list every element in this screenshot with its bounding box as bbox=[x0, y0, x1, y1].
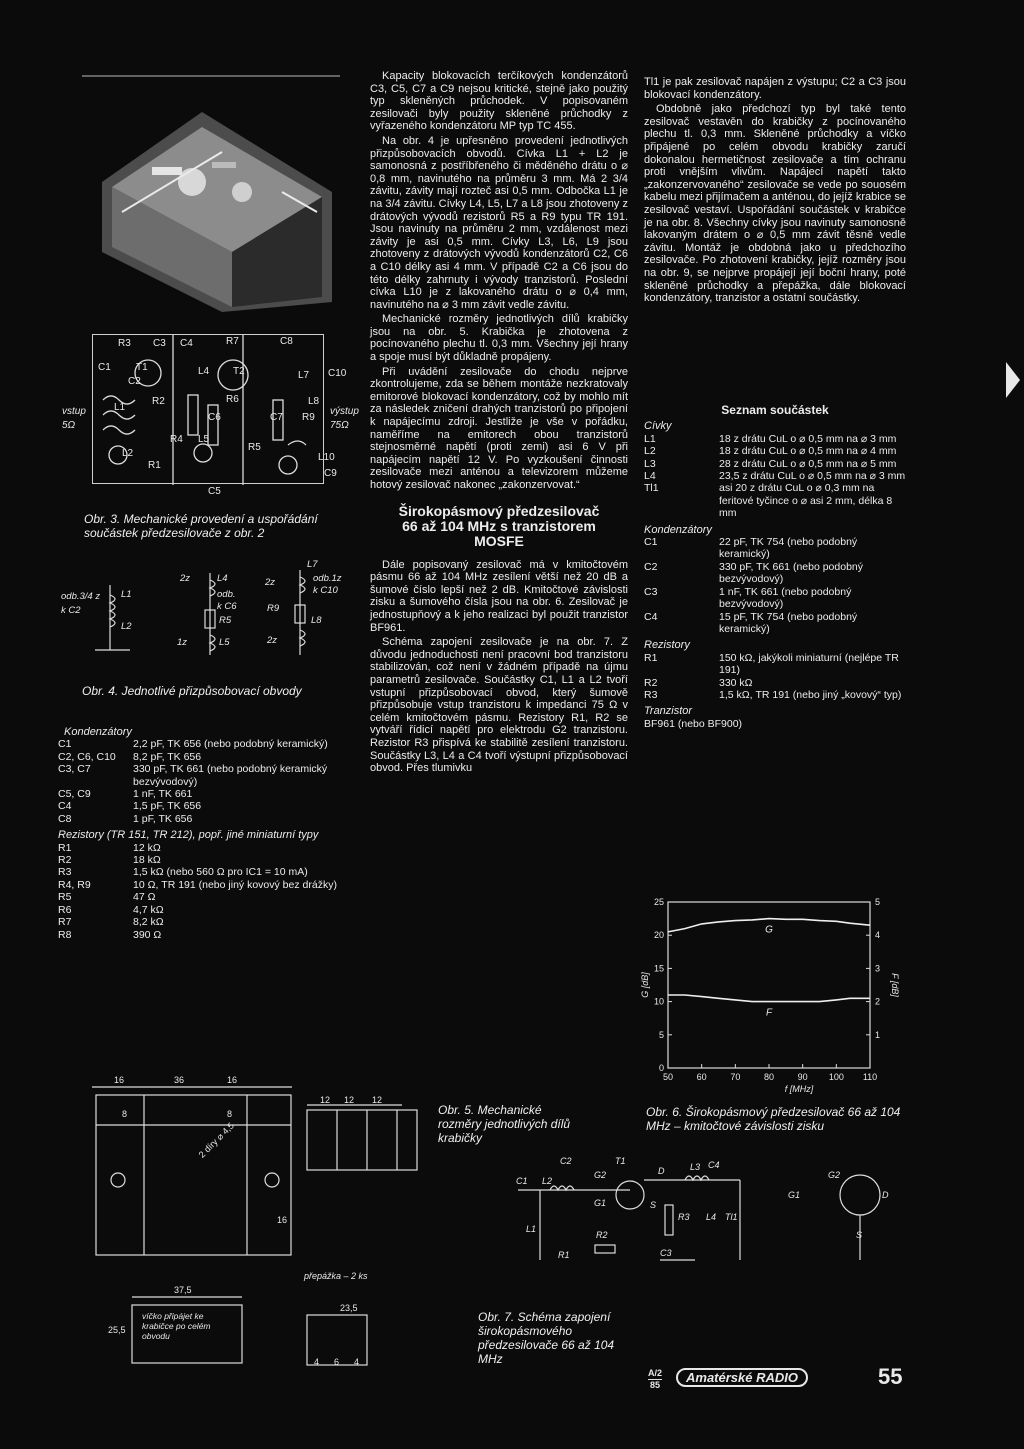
fig3-label: R2 bbox=[152, 396, 165, 407]
fig7-label: C2 bbox=[560, 1156, 572, 1166]
part-value: 22 pF, TK 754 (nebo podobný keramický) bbox=[719, 536, 858, 561]
fig4-label: L2 bbox=[121, 621, 132, 632]
fig4-label: 2z bbox=[180, 573, 191, 584]
box-dimensions-drawing bbox=[82, 1075, 442, 1375]
y-left-tick-label: 15 bbox=[653, 963, 664, 974]
fig3-label: C10 bbox=[328, 368, 347, 379]
article-heading: Širokopásmový předzesilovač 66 až 104 MHz s tranzistorem MOSFE bbox=[398, 502, 600, 549]
paragraph: Při uvádění zesilovače do chodu nejprve zkontrolujeme, zda se během montáže nezkratovaly emitorové blokovací kondenzátory, což by mohlo mít za následek zničení drahých tranzistorů po připojení k napájecímu zdroji. Jestliže je vše v pořádku, naměříme na emitorech obou tranzistorů stejnosměrné napětí (proti zemi) asi 6 V při napájecím napětí 12 V. Po vyzkoušení činnosti zesilovače mezi anténou a televizorem můžeme hotový zesilovač nakonec „zakonzervovat.“ bbox=[370, 365, 628, 491]
part-row bbox=[644, 561, 906, 586]
part-row bbox=[58, 866, 358, 878]
paragraph: Mechanické rozměry jednotlivých dílů krabičky jsou na obr. 5. Krabička je zhotovena z pocínovaného plechu tl. 0,3 mm. Všechny její hrany a spoje musí být důkladně propájeny. bbox=[370, 313, 628, 364]
fig4-label: 2z bbox=[267, 635, 278, 646]
part-value: asi 20 z drátu CuL o ⌀ 0,3 mm na feritové tyčince o ⌀ asi 2 mm, délka 8 mm bbox=[719, 482, 893, 520]
fig7-label: D bbox=[882, 1190, 889, 1200]
fig4-label: 1z bbox=[177, 637, 188, 648]
section-title-resistors: Rezistory bbox=[644, 639, 690, 652]
part-row bbox=[58, 842, 358, 854]
paragraph: Schéma zapojení zesilovače je na obr. 7. Z důvodu jednoduchosti není pracovní bod tranzistoru stabilizován, což není v žádném případě na újmu parametrů zesilovače. Součástky C1, L1 a L2 tvoří vstupní přizpůsobovací obvod, který šumově přizpůsobuje vstup tranzistoru k impedanci 75 Ω v celém kmitočtovém pásmu. Rezistory R1, R2 se vytváří řídicí napětí pro elektrodu G2 tranzistoru. Rezistor R3 přispívá ke stabilitě zesílení tranzistoru. Součástky L3, L4 a C4 tvoří výstupní přizpůsobovací obvod. Přes tlumivku bbox=[370, 636, 628, 775]
part-row bbox=[58, 751, 358, 763]
part-designator: C2, C6, C10 bbox=[58, 750, 116, 763]
parts-list-left bbox=[58, 722, 358, 941]
paragraph: Dále popisovaný zesilovač má v kmitočtovém pásmu 66 až 104 MHz zesílení větší než 20 dB a šumové číslo lepší než 2 dB. Kmitočtové závislosti zisku a šumového čísla jsou na obr. 6. Zesilovač je jednostupňový a k jeho realizaci byl použit tranzistor BF961. bbox=[370, 558, 628, 634]
paragraph: Kapacity blokovacích terčíkových kondenzátorů C3, C5, C7 a C9 nejsou kritické, stejně jako použitý typ skleněných průchodek. V popisovaném zesilovači byly použity skleněné průchodky z vyřazeného kondenzátoru MP typ TC 455. bbox=[370, 70, 628, 133]
fig3-label: C5 bbox=[208, 486, 221, 497]
part-row bbox=[58, 916, 358, 928]
fig3-label: R7 bbox=[226, 336, 239, 347]
part-value: 12 kΩ bbox=[133, 841, 161, 854]
part-value: 150 kΩ, jakýkoli miniaturní (nejlépe TR 191) bbox=[719, 651, 899, 677]
fig5-label: 16 bbox=[277, 1215, 288, 1225]
fig3-label: L2 bbox=[122, 448, 134, 459]
fig7-label: L2 bbox=[542, 1176, 553, 1186]
figure-6-chart bbox=[638, 890, 900, 1095]
fig7-label: S bbox=[856, 1230, 863, 1240]
part-row bbox=[644, 689, 906, 701]
fig3-label: L7 bbox=[298, 370, 310, 381]
fig3-label: L10 bbox=[318, 452, 335, 463]
part-value: 330 pF, TK 661 (nebo podobný bezvývodový) bbox=[719, 560, 864, 586]
fig5-label: 4 bbox=[354, 1357, 360, 1367]
fig7-label: C4 bbox=[708, 1160, 720, 1170]
fig5-label: 37,5 bbox=[174, 1285, 192, 1295]
part-designator: Tl1 bbox=[644, 482, 659, 495]
article-column-right bbox=[644, 76, 906, 307]
fig5-label: 16 bbox=[227, 1075, 238, 1085]
fig7-label: G1 bbox=[788, 1190, 801, 1200]
part-designator: R7 bbox=[58, 916, 72, 929]
fig3-label: T1 bbox=[136, 362, 148, 373]
transistor-value: BF961 (nebo BF900) bbox=[644, 717, 743, 730]
fig3-label: R6 bbox=[226, 394, 239, 405]
fig4-label: odb.3/4 z bbox=[61, 591, 101, 602]
fig5-label: 36 bbox=[174, 1075, 185, 1085]
part-designator: L1 bbox=[644, 432, 656, 445]
part-designator: R3 bbox=[644, 688, 658, 701]
part-row bbox=[644, 536, 906, 561]
x-tick-label: 50 bbox=[662, 1072, 674, 1082]
fig7-label: G2 bbox=[828, 1170, 841, 1180]
part-designator: C5, C9 bbox=[58, 788, 91, 801]
part-row bbox=[58, 738, 358, 750]
fig5-label: 16 bbox=[114, 1075, 125, 1085]
fig4-label: 2z bbox=[265, 577, 276, 588]
figure-4-circuits bbox=[55, 555, 345, 665]
part-designator: R8 bbox=[58, 928, 72, 941]
part-value: 330 pF, TK 661 (nebo podobný keramický bezvývodový) bbox=[133, 763, 328, 788]
part-value: 28 z drátu CuL o ⌀ 0,5 mm na ⌀ 5 mm bbox=[719, 457, 897, 470]
part-value: 18 z drátu CuL o ⌀ 0,5 mm na ⌀ 3 mm bbox=[719, 432, 897, 445]
fig7-label: L1 bbox=[526, 1224, 537, 1234]
part-row bbox=[58, 904, 358, 916]
paragraph: Tl1 je pak zesilovač napájen z výstupu; C2 a C3 jsou blokovací kondenzátory. bbox=[644, 76, 906, 101]
figure-3-labels bbox=[48, 330, 368, 510]
fig3-label: L1 bbox=[114, 402, 126, 413]
part-value: 1,5 kΩ, TR 191 (nebo jiný „kovový“ typ) bbox=[719, 688, 902, 701]
y-left-tick-label: 10 bbox=[653, 996, 664, 1007]
fig3-label: 5Ω bbox=[62, 420, 76, 431]
part-row bbox=[58, 788, 358, 800]
fig3-label: C3 bbox=[153, 338, 166, 349]
fig4-label: R9 bbox=[267, 603, 280, 614]
part-value: 47 Ω bbox=[133, 891, 156, 904]
parts-list-title: Seznam součástek bbox=[721, 403, 829, 417]
y-right-axis-label: F [dB] bbox=[890, 973, 900, 997]
part-row bbox=[58, 854, 358, 866]
fig3-label: R4 bbox=[170, 434, 183, 445]
fig7-label: S bbox=[650, 1200, 657, 1210]
fig7-label: R1 bbox=[558, 1250, 570, 1260]
fig3-label: C7 bbox=[270, 412, 283, 423]
fig7-label: T1 bbox=[615, 1156, 626, 1166]
photo-amplifier-box bbox=[82, 72, 342, 322]
fig3-label: C2 bbox=[128, 376, 141, 387]
part-row bbox=[58, 891, 358, 903]
y-right-tick-label: 1 bbox=[875, 1029, 881, 1040]
part-designator: C1 bbox=[58, 738, 72, 751]
fig5-label: 25,5 bbox=[108, 1325, 126, 1335]
y-left-tick-label: 0 bbox=[658, 1063, 664, 1073]
y-right-tick-label: 4 bbox=[875, 930, 881, 941]
part-row bbox=[58, 929, 358, 941]
figure-7-schematic bbox=[510, 1150, 910, 1300]
fig4-label: L7 bbox=[307, 559, 318, 570]
fig3-label: vstup bbox=[62, 406, 86, 417]
fig4-label: odb.1z bbox=[313, 573, 342, 584]
parts-list-right bbox=[644, 404, 906, 730]
part-designator: C4 bbox=[58, 800, 72, 813]
x-tick-label: 70 bbox=[730, 1072, 741, 1082]
fig3-label: výstup bbox=[330, 406, 359, 417]
fig7-label: C3 bbox=[660, 1248, 672, 1258]
part-value: 390 Ω bbox=[133, 928, 162, 941]
fig4-label: k C2 bbox=[61, 605, 81, 616]
part-row bbox=[58, 813, 358, 825]
part-designator: L2 bbox=[644, 445, 656, 458]
fig3-label: 75Ω bbox=[330, 420, 349, 431]
section-title-coils: Cívky bbox=[644, 420, 672, 433]
x-tick-label: 60 bbox=[696, 1072, 707, 1082]
magazine-logo: Amatérské RADIO bbox=[676, 1368, 808, 1387]
y-left-tick-label: 25 bbox=[653, 897, 664, 907]
photo-figure bbox=[82, 72, 342, 322]
part-designator: L3 bbox=[644, 457, 656, 470]
part-row bbox=[644, 677, 906, 689]
series-label-F: F bbox=[765, 1007, 773, 1019]
part-row bbox=[644, 652, 906, 677]
matching-circuits-drawing bbox=[55, 555, 345, 665]
fig4-label: L8 bbox=[311, 615, 322, 626]
fig3-label: R1 bbox=[148, 460, 161, 471]
part-designator: R5 bbox=[58, 891, 72, 904]
series-line-F bbox=[668, 995, 870, 1002]
part-value: 18 kΩ bbox=[133, 854, 161, 867]
fig4-label: R5 bbox=[219, 615, 232, 626]
figure-5-caption: Obr. 5. Mechanické rozměry jednotlivých dílů krabičky bbox=[438, 1103, 571, 1145]
fig3-label: R3 bbox=[118, 338, 131, 349]
part-value: 1 nF, TK 661 bbox=[133, 788, 193, 801]
fig7-label: R3 bbox=[678, 1212, 690, 1222]
fig3-label: L4 bbox=[198, 366, 210, 377]
part-designator: C4 bbox=[644, 610, 658, 623]
issue-bottom: 85 bbox=[650, 1380, 661, 1390]
part-designator: R3 bbox=[58, 866, 72, 879]
x-tick-label: 90 bbox=[797, 1072, 808, 1082]
part-value: 23,5 z drátu CuL o ⌀ 0,5 mm na ⌀ 3 mm bbox=[719, 470, 906, 483]
fig7-label: G1 bbox=[594, 1198, 607, 1208]
fig4-label: k C6 bbox=[217, 601, 237, 612]
y-right-tick-label: 5 bbox=[875, 897, 881, 907]
part-value: 1,5 kΩ (nebo 560 Ω pro IC1 = 10 mA) bbox=[133, 866, 308, 879]
issue-top: A/2 bbox=[648, 1368, 663, 1378]
x-axis-label: f [MHz] bbox=[784, 1084, 814, 1094]
fig3-label: T2 bbox=[233, 366, 245, 377]
figure-4-caption: Obr. 4. Jednotlivé přizpůsobovací obvody bbox=[82, 684, 302, 698]
fig7-label: G2 bbox=[594, 1170, 607, 1180]
part-row bbox=[644, 433, 906, 445]
fig5-label: 12 bbox=[344, 1095, 355, 1105]
figure-7-caption: Obr. 7. Schéma zapojení širokopásmového předzesilovače 66 až 104 MHz bbox=[478, 1310, 615, 1366]
fig4-label: L1 bbox=[121, 589, 132, 600]
part-row bbox=[58, 800, 358, 812]
fig5-label: přepážka – 2 ks bbox=[304, 1271, 368, 1281]
part-value: 1 pF, TK 656 bbox=[133, 812, 193, 825]
y-left-axis-label: G [dB] bbox=[640, 972, 650, 998]
schematic-drawing bbox=[510, 1150, 910, 1300]
fig4-label: L5 bbox=[219, 637, 230, 648]
part-designator: R2 bbox=[58, 854, 72, 867]
fig3-label: C6 bbox=[208, 412, 221, 423]
part-designator: C1 bbox=[644, 536, 658, 549]
fig5-label: 6 bbox=[334, 1357, 340, 1367]
fig4-label: odb. bbox=[217, 589, 236, 600]
y-right-tick-label: 3 bbox=[875, 963, 881, 974]
x-tick-label: 110 bbox=[862, 1072, 878, 1082]
part-designator: C8 bbox=[58, 812, 72, 825]
fig3-label: C9 bbox=[324, 468, 337, 479]
fig7-label: D bbox=[658, 1166, 665, 1176]
section-title-resistors: Rezistory (TR 151, TR 212), popř. jiné miniaturní typy bbox=[58, 829, 319, 842]
figure-5-drawings bbox=[82, 1075, 442, 1375]
part-value: 4,7 kΩ bbox=[133, 903, 164, 916]
article-column-middle bbox=[370, 70, 628, 777]
part-value: 10 Ω, TR 191 (nebo jiný kovový bez drážky) bbox=[133, 878, 337, 891]
issue-number bbox=[648, 1368, 662, 1391]
part-designator: C3, C7 bbox=[58, 763, 91, 776]
part-value: 2,2 pF, TK 656 (nebo podobný keramický) bbox=[133, 738, 328, 751]
part-value: 330 kΩ bbox=[719, 676, 753, 689]
figure-6-caption: Obr. 6. Širokopásmový předzesilovač 66 až 104 MHz – kmitočtové závislosti zisku bbox=[646, 1105, 901, 1133]
fig3-label: C1 bbox=[98, 362, 111, 373]
part-designator: R2 bbox=[644, 676, 658, 689]
part-designator: C3 bbox=[644, 585, 658, 598]
part-row bbox=[644, 470, 906, 482]
fig4-label: L4 bbox=[217, 573, 228, 584]
part-row bbox=[644, 611, 906, 636]
part-row bbox=[644, 482, 906, 519]
part-designator: R1 bbox=[58, 841, 72, 854]
x-tick-label: 80 bbox=[763, 1072, 775, 1082]
fig3-label: R9 bbox=[302, 412, 315, 423]
page-number: 55 bbox=[878, 1364, 903, 1389]
part-designator: C2 bbox=[644, 560, 658, 573]
series-label-G: G bbox=[765, 924, 773, 936]
fig3-label: C4 bbox=[180, 338, 193, 349]
fig7-label: R2 bbox=[596, 1230, 608, 1240]
part-value: 8,2 pF, TK 656 bbox=[133, 750, 202, 763]
y-left-tick-label: 5 bbox=[658, 1029, 664, 1040]
section-title-capacitors: Kondenzátory bbox=[64, 726, 132, 738]
part-designator: R4, R9 bbox=[58, 878, 91, 891]
y-left-tick-label: 20 bbox=[653, 930, 664, 941]
part-row bbox=[644, 445, 906, 457]
fig5-label: 2 díry ⌀ 4,5 bbox=[196, 1120, 236, 1160]
fig7-label: L3 bbox=[690, 1162, 701, 1172]
part-designator: R1 bbox=[644, 651, 658, 664]
section-title-transistor: Tranzistor bbox=[644, 705, 693, 718]
fig5-label: 8 bbox=[227, 1109, 233, 1119]
fig5-label: 8 bbox=[122, 1109, 128, 1119]
part-value: 18 z drátu CuL o ⌀ 0,5 mm na ⌀ 4 mm bbox=[719, 445, 897, 458]
arrow-marker bbox=[1006, 362, 1020, 398]
part-value: 1 nF, TK 661 (nebo podobný bezvývodový) bbox=[719, 585, 852, 611]
fig5-label: 12 bbox=[320, 1095, 331, 1105]
part-row bbox=[58, 879, 358, 891]
fig3-label: L8 bbox=[308, 396, 320, 407]
figure-3-caption: Obr. 3. Mechanické provedení a uspořádání součástek předzesilovače z obr. 2 bbox=[84, 512, 318, 540]
fig5-label: 23,5 bbox=[340, 1303, 358, 1313]
paragraph: Na obr. 4 je upřesněno provedení jednotlivých přizpůsobovacích obvodů. Cívka L1 + L2 je samonosná z postříbřeného či měděného drátu o ⌀ 0,8 mm, navinutého na průměru 3 mm. Má 2 3/4 závitu, závity mají rozteč asi 0,5 mm. Odbočka L1 je na 3/4 závitu. Cívky L4, L5, L7 a L8 jsou zhotoveny z drátových vývodů rezistorů R5 a R9 typu TR 191. Jsou navinuty na průměru 2 mm, vzdálenost mezi závity je asi 0,5 mm. Cívky L3, L6, L9 jsou zhotoveny z drátových vývodů kondenzátorů C2, C6 a C10 délky asi 4 mm. V případě C2 a C6 jsou do této délky zahrnuty i vývody tranzistorů. Poslední cívka L10 je z lakovaného drátu o ⌀ 0,4 mm, navinutého na ⌀ 3 mm závit vedle závitu. bbox=[370, 134, 628, 311]
part-designator: L4 bbox=[644, 470, 656, 483]
part-row bbox=[644, 458, 906, 470]
fig7-label: L4 bbox=[706, 1212, 717, 1222]
fig3-label: L5 bbox=[198, 434, 210, 445]
y-right-tick-label: 2 bbox=[875, 996, 881, 1007]
part-value: 15 pF, TK 754 (nebo podobný keramický) bbox=[719, 610, 858, 635]
part-row bbox=[644, 586, 906, 611]
part-value: 1,5 pF, TK 656 bbox=[133, 800, 202, 813]
part-value: 8,2 kΩ bbox=[133, 916, 164, 929]
paragraph: Obdobně jako předchozí typ byl také tento zesilovač vestavěn do krabičky z pocínovaného plechu tl. 0,3 mm. Skleněné průchodky a víčko připájené po celém obvodu krabičky zaručí dokonalou hermetičnost zesilovače a tím ochranu proti vnějším vlivům. Napájecí napětí takto „zakonzervovaného“ zesilovače se vede po souosém kabelu mezi přijímačem a anténou, do jejíž krabice se zesilovač vestaví. Uspořádání součástek v krabičce je na obr. 8. Všechny cívky jsou navinuty samonosně lakovaným drátem o ⌀ 0,5 mm závit těsně vedle závitu. Montáž je obdobná jako u předchozího zesilovače. Po zhotovení krabičky, jejíž rozměry jsou na obr. 9, se nejprve propájejí její boční hrany, poté skleněné průchodky a přepážka, dále blokovací kondenzátory, tranzistor a ostatní součástky. bbox=[644, 103, 906, 305]
fig4-label: k C10 bbox=[313, 585, 338, 596]
fig3-label: C8 bbox=[280, 336, 293, 347]
x-tick-label: 100 bbox=[828, 1072, 844, 1082]
part-designator: R6 bbox=[58, 903, 72, 916]
fig5-label: 12 bbox=[372, 1095, 383, 1105]
fig7-label: Tl1 bbox=[725, 1212, 738, 1222]
fig5-label: 4 bbox=[314, 1357, 320, 1367]
gain-frequency-chart bbox=[638, 890, 900, 1095]
fig3-label: R5 bbox=[248, 442, 261, 453]
part-row bbox=[58, 763, 358, 788]
section-title-capacitors: Kondenzátory bbox=[644, 523, 712, 536]
fig7-label: C1 bbox=[516, 1176, 528, 1186]
fig5-label: víčko připájet ke krabičce po celém obvodu bbox=[142, 1311, 211, 1341]
